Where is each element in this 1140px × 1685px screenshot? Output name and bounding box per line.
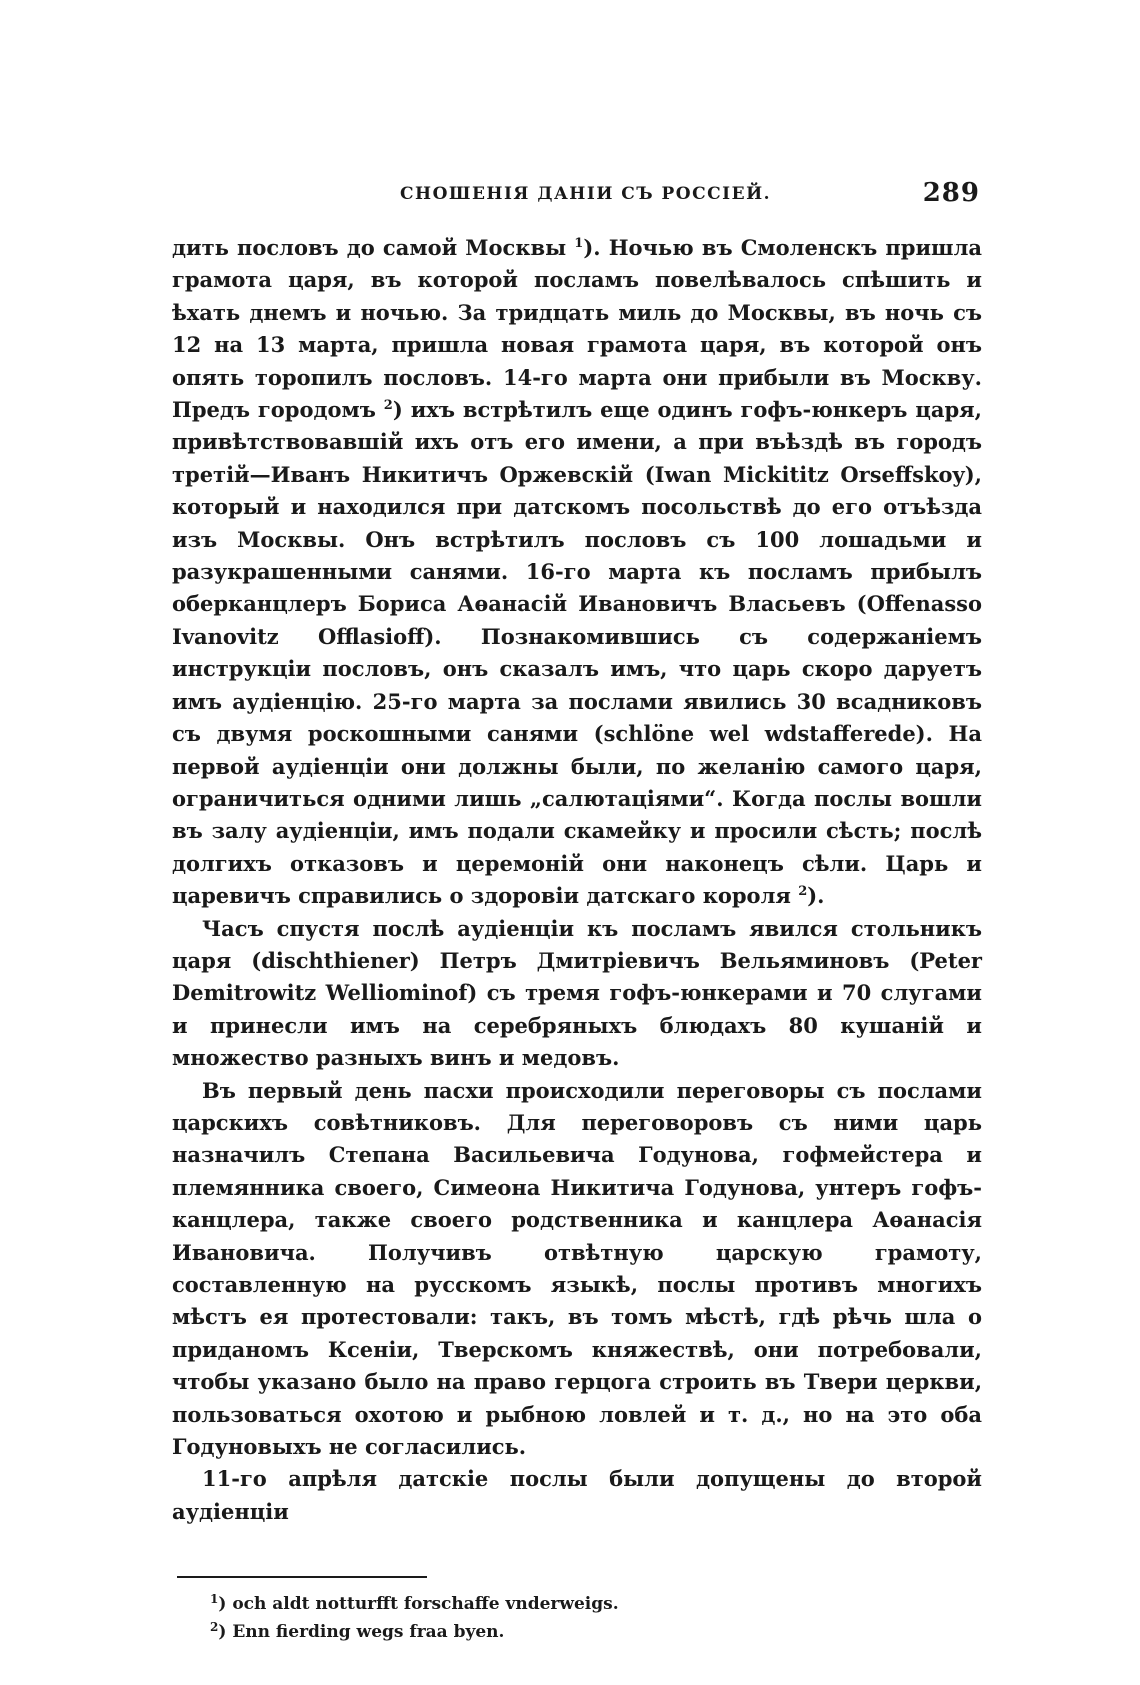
footnote-2: [210, 1618, 910, 1646]
paragraph-1-part-2: ). Ночью въ Смоленскъ пришла грамота царя, въ которой посламъ повелѣвалось спѣшить и ѣхать днемъ и ночью. За тридцать миль до Москвы, въ ночь съ 12 на 13 марта, пришла новая грамота царя, въ которой онъ опять торопилъ пословъ. 14-го марта они прибыли въ Москву. Предъ городомъ: [172, 235, 983, 423]
footnote-1-mark: 1: [210, 1592, 219, 1606]
footnote-divider: [177, 1576, 427, 1578]
footnote-1-text: ) och aldt notturfft forschaffe vnderweigs.: [218, 1594, 619, 1614]
footnote-2-text: ) Enn fierding wegs fraa byen.: [218, 1622, 505, 1642]
running-title: СНОШЕНІЯ ДАНІИ СЪ РОССІЕЙ.: [400, 184, 772, 204]
paragraph-3: Въ первый день пасхи происходили переговоры съ послами царскихъ совѣтниковъ. Для переговоровъ съ ними царь назначилъ Степана Васильевича Годунова, гофмейстера и племянника своего, Симеона Никитича Годунова, унтеръ гофъ-канцлера, также своего родственника и канцлера Аѳанасія Ивановича. Получивъ отвѣтную царскую грамоту, составленную на русскомъ языкѣ, послы противъ многихъ мѣстъ ея протестовали: такъ, въ томъ мѣстѣ, гдѣ рѣчь шла о приданомъ Ксеніи, Тверскомъ княжествѣ, они потребовали, чтобы указано было на право герцога строить въ Твери церкви, пользоваться охотою и рыбною ловлей и т. д., но на это оба Годуновыхъ не согласились.: [172, 1077, 982, 1460]
paragraph-1-part-3: ) ихъ встрѣтилъ еще одинъ гофъ-юнкеръ царя, привѣтствовавшій ихъ отъ его имени, а при въѣздѣ въ городъ третій—Иванъ Никитичъ Оржевскій (Iwan Mickititz Orseffskoy), который и находился при датскомъ посольствѣ до его отъѣзда изъ Москвы. Онъ встрѣтилъ пословъ съ 100 лошадьми и разукрашенными санями. 16-го марта къ посламъ прибылъ оберканцлеръ Бориса Аѳанасій Ивановичъ Власьевъ (Offenasso Ivanovitz Offlasioff). Познакомившись съ содержаніемъ инструкціи пословъ, онъ сказалъ имъ, что царь скоро даруетъ имъ аудіенцію. 25-го марта за послами явились 30 всадниковъ съ двумя роскошными санями (schlöne wel wdstafferede). На первой аудіенціи они должны были, по желанію самого царя, ограничиться одними лишь „салютаціями“. Когда послы вошли въ залу аудіенціи, имъ подали скамейку и просили сѣсть; послѣ долгихъ отказовъ и церемоній они наконецъ сѣли. Царь и царевичъ справились о здоровіи датскаго короля: [172, 397, 982, 909]
running-head: [175, 178, 980, 214]
footnote-2-mark: 2: [210, 1620, 219, 1634]
footnote-ref-3: 2: [798, 884, 808, 900]
paragraph-4: 11-го апрѣля датскіе послы были допущены до второй аудіенціи: [172, 1466, 982, 1524]
footnote-ref-1: 1: [574, 236, 584, 251]
paragraph-1-part-1: дить пословъ до самой Москвы: [172, 235, 575, 260]
paragraph-1: [172, 232, 982, 913]
footnote-1: [210, 1590, 910, 1618]
paragraph-1-part-4: ).: [807, 883, 825, 909]
footnote-ref-2: 2: [383, 398, 393, 414]
footnotes: [210, 1590, 910, 1646]
page-number: 289: [922, 178, 980, 208]
body-text: [172, 232, 982, 1528]
paragraph-2: Часъ спустя послѣ аудіенціи къ посламъ явился стольникъ царя (dischthiener) Петръ Дмитріевичъ Вельяминовъ (Peter Demitrowitz Welliominof) съ тремя гофъ-юнкерами и 70 слугами и принесли имъ на серебряныхъ блюдахъ 80 кушаній и множество разныхъ винъ и медовъ.: [172, 915, 982, 1071]
